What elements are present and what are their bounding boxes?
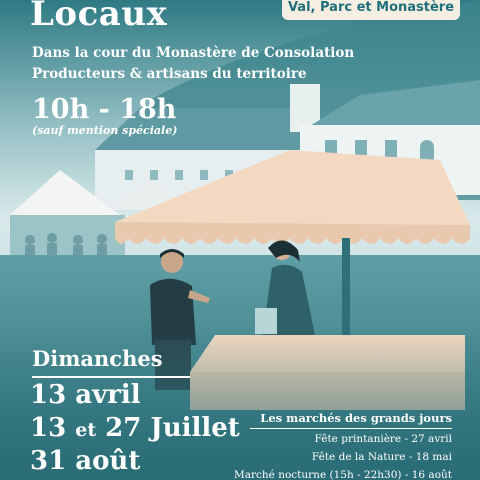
event-item: Fête de la Nature - 18 mai	[311, 451, 452, 463]
poster-title: Locaux	[30, 0, 168, 34]
hours-note: (sauf mention spéciale)	[32, 124, 178, 137]
schedule-heading: Dimanches	[32, 346, 163, 371]
date-text: 31 août	[30, 446, 141, 476]
event-item: Fête printanière - 27 avril	[314, 433, 452, 445]
date-text: 13	[30, 413, 76, 443]
date-text: 13 avril	[30, 380, 141, 410]
special-markets-title: Les marchés des grands jours	[260, 411, 452, 425]
date-connector: et	[75, 419, 97, 441]
date-line	[30, 446, 140, 476]
date-line	[30, 380, 141, 410]
date-text: 27 Juillet	[96, 413, 240, 443]
producers-line: Producteurs & artisans du territoire	[32, 66, 307, 82]
organizer-name: Val, Parc et Monastère	[287, 0, 455, 15]
location-line: Dans la cour du Monastère de Consolation	[32, 45, 355, 61]
event-item: Marché nocturne (15h - 22h30) - 16 août	[233, 469, 452, 480]
opening-hours: 10h - 18h	[32, 94, 177, 125]
date-line	[30, 413, 240, 443]
schedule-underline	[32, 376, 190, 378]
organizer-badge	[282, 0, 460, 20]
special-markets-underline	[250, 428, 452, 429]
